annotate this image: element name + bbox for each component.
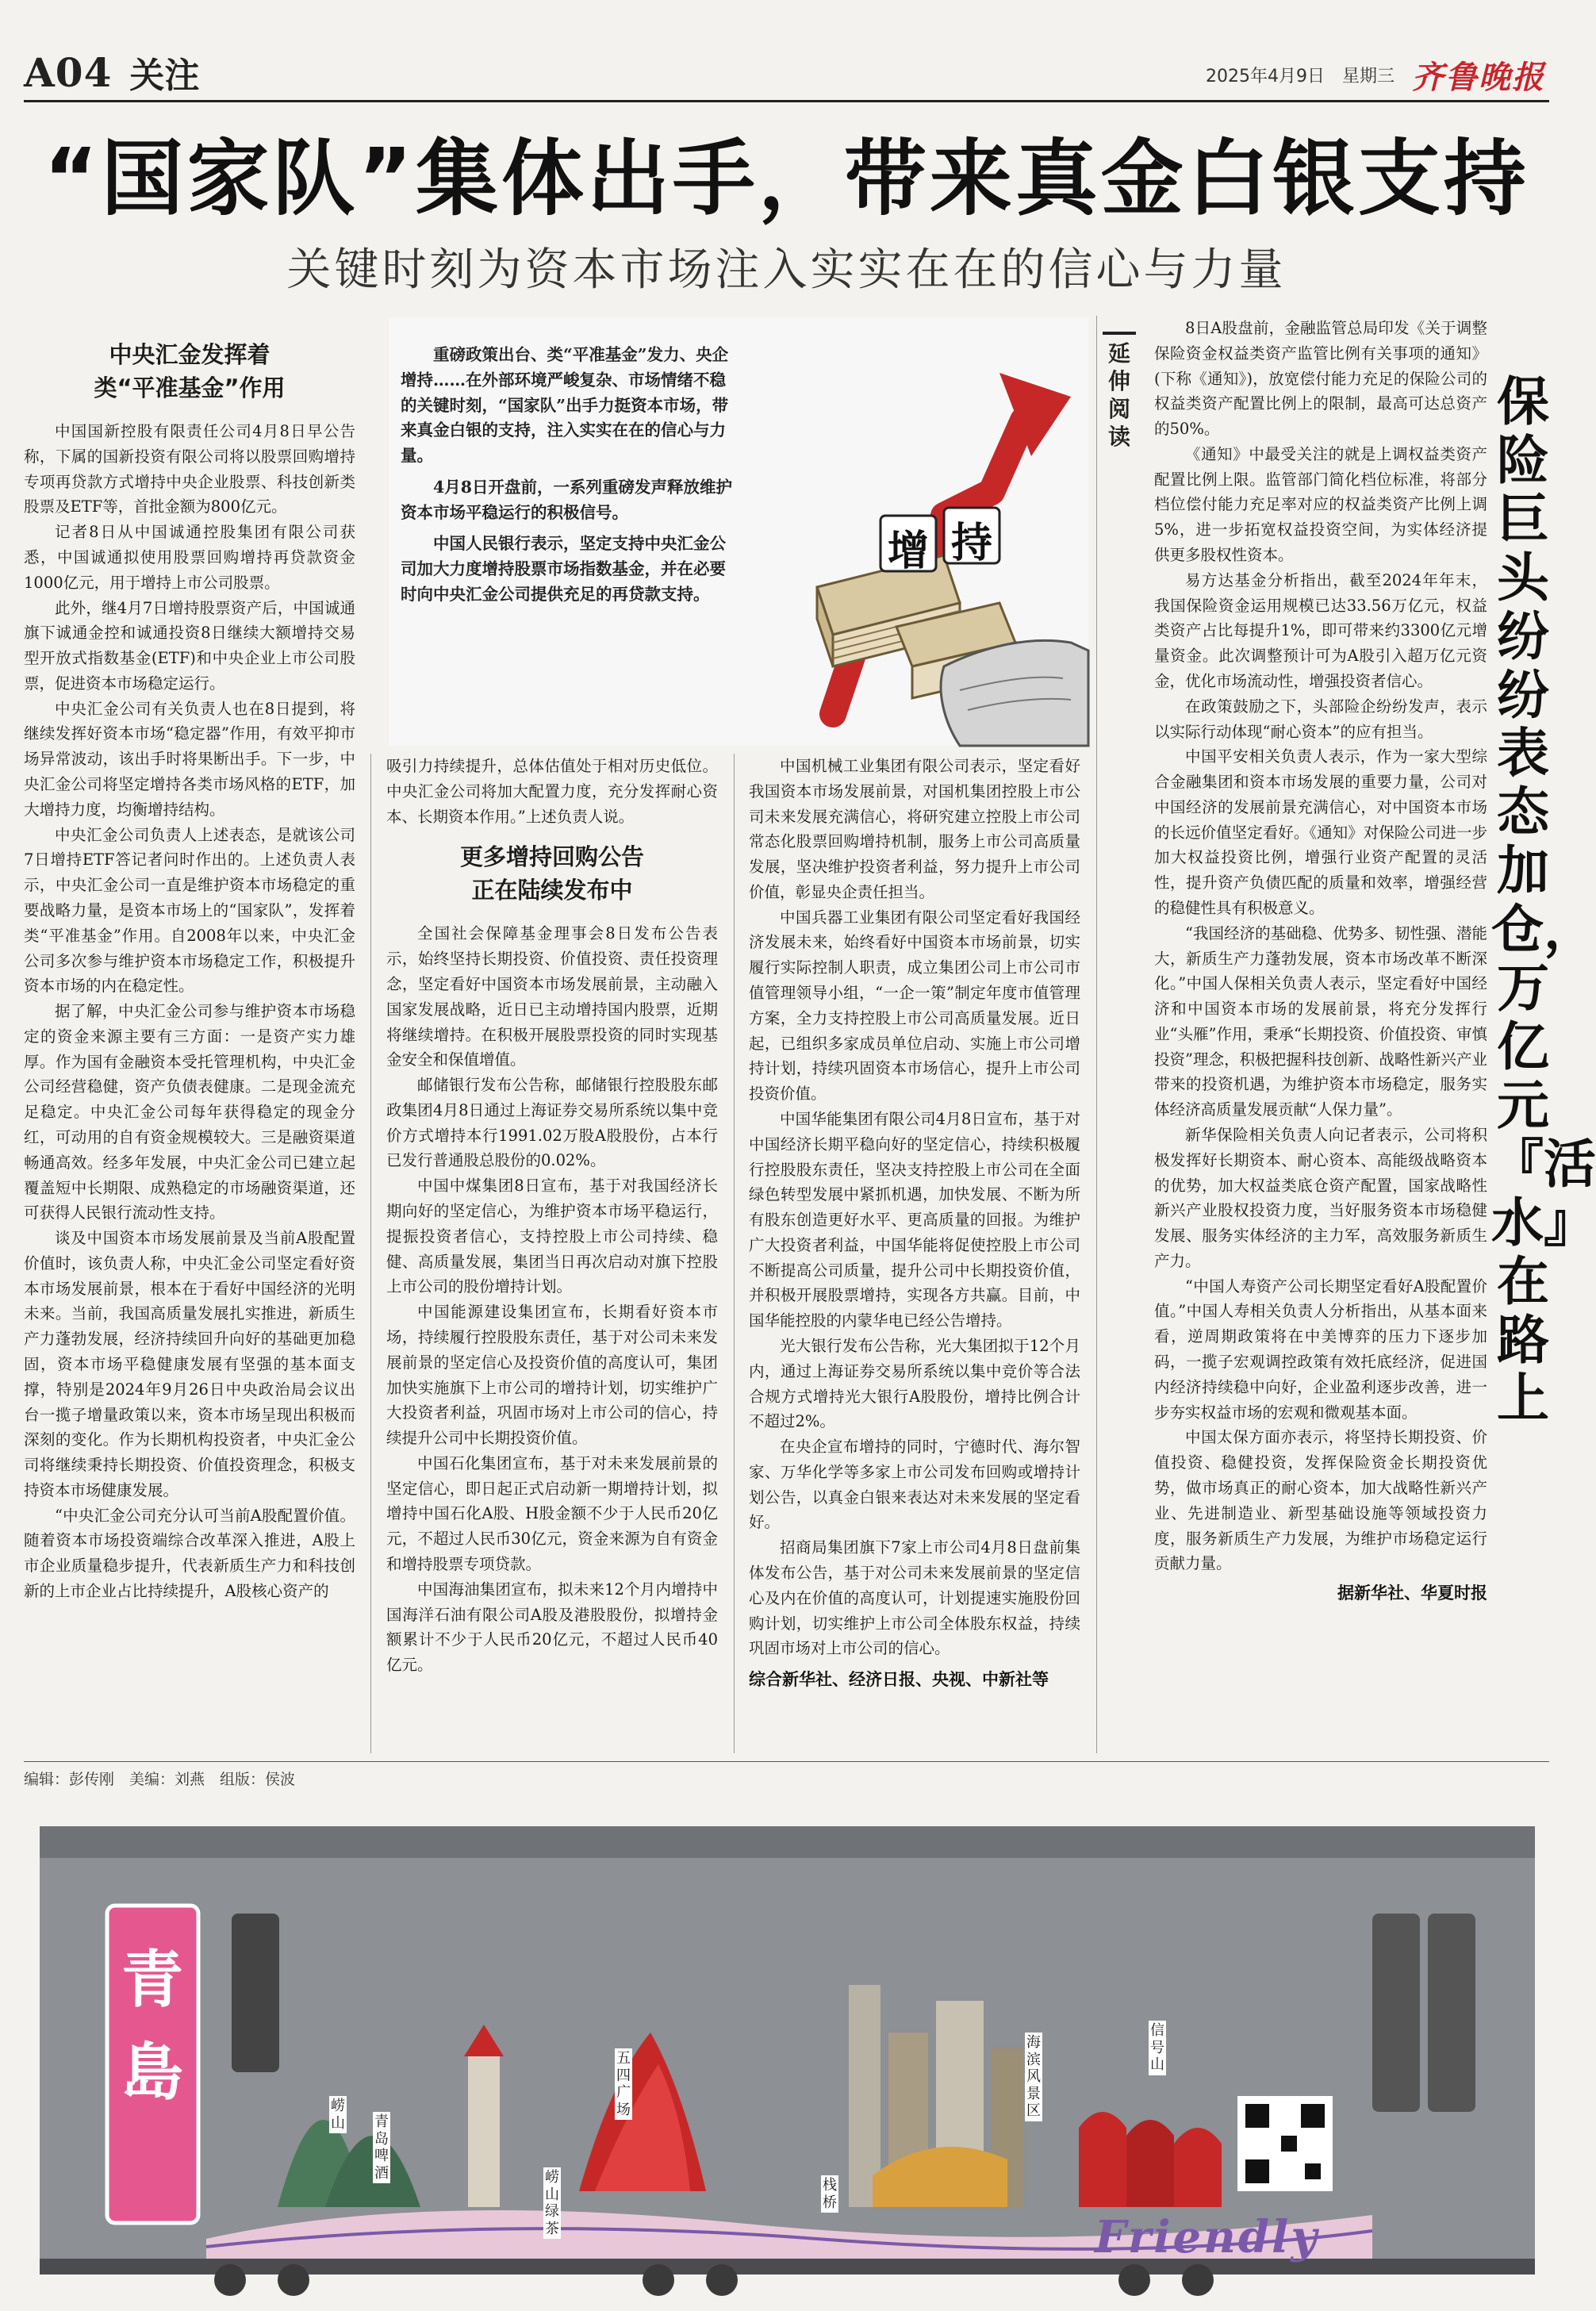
- column-divider: [734, 754, 735, 1753]
- city-name-text: [113, 1933, 192, 2119]
- paragraph: 吸引力持续提升，总体估值处于相对历史低位。中央汇金公司将加大配置力度，充分发挥耐心资本、长期资本作用。”上述负责人说。: [386, 757, 718, 826]
- extended-reading-label: 延伸阅读: [1103, 332, 1136, 451]
- train-door-window: [232, 1914, 279, 2072]
- column-divider: [370, 754, 371, 1753]
- article-column-4: [1154, 316, 1487, 1607]
- column-1-heading-line-1: 中央汇金发挥着: [109, 341, 270, 368]
- paragraph: 中国能源建设集团宣布，长期看好资本市场，持续履行控股股东责任，基于对公司未来发展前景的坚定信心及投资价值的高度认可，集团加快实施旗下上市公司的增持计划，切实维护广大投资者利益，巩固市场对上市公司的信心，持续提升公司中长期投资价值。: [386, 1303, 718, 1448]
- friendly-script-text: Friendly: [1095, 2211, 1319, 2263]
- paragraph: 记者8日从中国诚通控股集团有限公司获悉，中国诚通拟使用股票回购增持再贷款资金1000亿元，用于增持上市公司股票。: [24, 523, 355, 592]
- paragraph: 新华保险相关负责人向记者表示，公司将积极发挥好长期资本、耐心资本、高能级战略资本的优势，加大权益类底仓资产配置，国家战略性新兴产业股权投资力度，当好服务资本市场稳健发展、服务实体经济的主力军，高效服务新质生产力。: [1154, 1126, 1487, 1270]
- page-header-left: [24, 48, 199, 97]
- label-zhanqiao: 栈桥: [821, 2175, 838, 2213]
- column-1-heading: [24, 338, 355, 405]
- label-qingdao-beer: 青岛啤酒: [373, 2112, 390, 2183]
- paragraph: 招商局集团旗下7家上市公司4月8日盘前集体发布公告，基于对公司未来发展前景的坚定信心及内在价值的高度认可，计划提速实施股份回购计划，切实维护上市公司全体股东权益，持续巩固市场对上市公司的信心。: [749, 1538, 1080, 1658]
- label-laoshan-tea: 崂山绿茶: [543, 2167, 561, 2239]
- issue-weekday: 星期三: [1341, 67, 1395, 86]
- column-2-heading-line-1: 更多增持回购公告: [459, 843, 644, 871]
- column-2-heading-line-2: 正在陆续发布中: [471, 877, 633, 904]
- page-number: A04: [24, 48, 113, 96]
- paragraph: “中央汇金公司充分认可当前A股配置价值。随着资本市场投资端综合改革深入推进，A股上市企业质量稳步提升，代表新质生产力和科技创新的上市企业占比持续提升，A股核心资产的: [24, 1506, 355, 1601]
- section-name: 关注: [129, 56, 200, 96]
- xinhao-hill-dome: [1079, 2112, 1126, 2207]
- label-badaguan: 海滨风景区: [1025, 2033, 1042, 2121]
- city-char: 島: [121, 2037, 183, 2109]
- main-headline: “国家队”集体出手，带来真金白银支持: [44, 130, 1529, 227]
- hero-intro-text: [401, 343, 734, 614]
- column-4-source: 据新华社、华夏时报: [1337, 1584, 1487, 1603]
- label-may-fourth-square: 五四广场: [615, 2048, 632, 2120]
- train-illustration: [24, 1795, 1549, 2302]
- footer-rule: [24, 1761, 1549, 1762]
- paragraph: 全国社会保障基金理事会8日发布公告表示，始终坚持长期投资、价值投资、责任投资理念，坚定看好中国资本市场发展前景，主动融入国家发展战略，近日已主动增持国内股票，近期将继续增持。在积极开展股票投资的同时实现基金安全和保值增值。: [386, 924, 718, 1069]
- issue-date: 2025年4月9日: [1206, 67, 1325, 86]
- editor-credits: 编辑：彭传刚 美编：刘燕 组版：侯波: [24, 1771, 296, 1788]
- header-rule: [24, 100, 1549, 102]
- paragraph: 中央汇金公司负责人上述表态，是就该公司7日增持ETF答记者问时作出的。上述负责人表示，中央汇金公司一直是维护资本市场稳定的重要战略力量，是资本市场上的“国家队”，发挥着类“平准基金”作用。自2008年以来，中央汇金公司多次参与维护资本市场稳定工作，积极提升资本市场的内在稳定性。: [24, 825, 355, 996]
- paragraph: 易方达基金分析指出，截至2024年年末，我国保险资金运用规模已达33.56万亿元，权益类资产占比每提升1%，即可带来约3300亿元增量资金。此次调整预计可为A股引入超万亿元资金，优化市场流动性，增强投资者信心。: [1154, 570, 1487, 690]
- paragraph: 此外，继4月7日增持股票资产后，中国诚通旗下诚通金控和诚通投资8日继续大额增持交易型开放式指数基金(ETF)和中央企业上市公司股票，促进资本市场稳定运行。: [24, 598, 355, 693]
- paragraph: 在政策鼓励之下，头部险企纷纷发声，表示以实际行动体现“耐心资本”的应有担当。: [1154, 697, 1487, 741]
- newspaper-logo: 齐鲁晚报: [1412, 59, 1545, 96]
- column-1-body: [24, 419, 355, 1604]
- paragraph: 中国海油集团宣布，拟未来12个月内增持中国海洋石油有限公司A股及港股股份，拟增持金额累计不少于人民币20亿元，不超过人民币40亿元。: [386, 1580, 718, 1675]
- page-header-right: [1206, 52, 1545, 98]
- paragraph: 中国国新控股有限责任公司4月8日早公告称，下属的国新投资有限公司将以股票回购增持专项再贷款方式增持中央企业股票、科技创新类股票及ETF等，首批金额为800亿元。: [24, 422, 355, 516]
- paragraph: 中国石化集团宣布，基于对未来发展前景的坚定信心，即日起正式启动新一期增持计划，拟增持中国石化A股、H股金额不少于人民币20亿元，不超过人民币30亿元，资金来源为自有资金和增持股票专项贷款。: [386, 1453, 718, 1573]
- intro-paragraph: 4月8日开盘前，一系列重磅发声释放维护资本市场平稳运行的积极信号。: [401, 477, 733, 522]
- paragraph: 中央汇金公司有关负责人也在8日提到，将继续发挥好资本市场“稳定器”作用，有效平抑市场异常波动，该出手时将果断出手。下一步，中央汇金公司将坚定增持各类市场风格的ETF，加大增持力度，均衡增持结构。: [24, 699, 355, 819]
- paragraph: “中国人寿资产公司长期坚定看好A股配置价值。”中国人寿相关负责人分析指出，从基本面来看，逆周期政策将在中美博弈的压力下逐步加码，一揽子宏观调控政策有效托底经济，促进国内经济持续稳中向好，企业盈利逐步改善，进一步夯实权益市场的宏观和微观基本面。: [1154, 1276, 1487, 1422]
- label-laoshan: 崂山: [329, 2096, 347, 2133]
- city-char: 青: [121, 1944, 183, 2016]
- intro-paragraph: 中国人民银行表示，坚定支持中央汇金公司加大力度增持股票市场指数基金，并在必要时向中央汇金公司提供充足的再贷款支持。: [401, 534, 726, 604]
- qingdao-train-advertisement: [24, 1795, 1549, 2302]
- sub-headline: 关键时刻为资本市场注入实实在在的信心与力量: [286, 244, 1287, 296]
- paragraph: 中国太保方面亦表示，将坚持长期投资、价值投资、稳健投资，发挥保险资金长期投资优势，做市场真正的耐心资本，加大战略性新兴产业、先进制造业、新型基础设施等领域投资力度，服务新质生产力发展，为维护市场稳定运行贡献力量。: [1154, 1428, 1487, 1573]
- paragraph: 中国平安相关负责人表示，作为一家大型综合金融集团和资本市场发展的重要力量，公司对中国经济的发展前景充满信心，对中国资本市场的长远价值坚定看好。《通知》对保险公司进一步加大权益投资比例，增强行业资产配置的灵活性，提升资产负债匹配的质量和效率，增强经营的稳健性具有积极意义。: [1154, 747, 1487, 917]
- train-door: [1372, 1914, 1420, 2112]
- paragraph: 中国中煤集团8日宣布，基于对我国经济长期向好的坚定信心，为维护资本市场平稳运行，提振投资者信心，支持控股上市公司持续、稳健、高质量发展，集团当日再次启动对旗下控股上市公司的股份增持计划。: [386, 1177, 718, 1296]
- column-2-heading: [386, 840, 718, 907]
- paragraph: 在央企宣布增持的同时，宁德时代、海尔智家、万华化学等多家上市公司发布回购或增持计划公告，以真金白银来表达对未来发展的坚定看好。: [749, 1438, 1080, 1532]
- paragraph: 中国机械工业集团有限公司表示，坚定看好我国资本市场发展前景，对国机集团控股上市公司未来发展充满信心，将研究建立控股上市公司常态化股票回购增持机制，服务上市公司高质量发展，坚决维护投资者利益，努力提升上市公司价值，彰显央企责任担当。: [749, 757, 1080, 901]
- intro-paragraph: 重磅政策出台、类“平准基金”发力、央企增持……在外部环境严峻复杂、市场情绪不稳的关键时刻，“国家队”出手力挺资本市场，带来真金白银的支持，注入实实在在的信心与力量。: [401, 345, 729, 466]
- paragraph: 中国华能集团有限公司4月8日宣布，基于对中国经济长期平稳向好的坚定信心，持续积极履行控股股东责任，坚决支持控股上市公司在全面绿色转型发展中紧抓机遇，加快发展、不断为所有股东创造更好水平、更高质量的回报。为维护广大投资者利益，中国华能将促使控股上市公司不断提高公司质量，提升公司中长期投资价值，并积极开展股票增持，实现各方共赢。目前，中国华能控股的内蒙华电已经公告增持。: [749, 1109, 1080, 1330]
- paragraph: 据了解，中央汇金公司参与维护资本市场稳定的资金来源主要有三方面：一是资产实力雄厚。作为国有金融资本受托管理机构，中央汇金公司经营稳健，资产负债表健康。二是现金流充足稳定。中央汇金公司每年获得稳定的现金分红，可动用的自有资金规模较大。三是融资渠道畅通高效。经多年发展，中央汇金公司已建立起覆盖短中长期限、成熟稳定的市场融资渠道，还可获得人民银行流动性支持。: [24, 1002, 355, 1223]
- label-xinhao-hill: 信号山: [1149, 2021, 1166, 2075]
- column-1-heading-line-2: 类“平准基金”作用: [94, 374, 286, 402]
- paragraph: 谈及中国资本市场发展前景及当前A股配置价值时，该负责人称，中央汇金公司坚定看好资本市场发展前景，根本在于看好中国经济的光明未来。当前，我国高质量发展扎实推进，新质生产力蓬勃发展，经济持续回升向好的基础更加稳固，资本市场平稳健康发展有坚强的基本面支撑，特别是2024年9月26日中央政治局会议出台一揽子增量政策以来，资本市场呈现出积极而深刻的变化。作为长期机构投资者，中央汇金公司将继续秉持长期投资、价值投资理念，积极支持资本市场健康发展。: [24, 1229, 355, 1499]
- column-divider: [1096, 316, 1097, 1753]
- paragraph: 邮储银行发布公告称，邮储银行控股股东邮政集团4月8日通过上海证券交易所系统以集中竞价方式增持本行1991.02万股A股股份，占本行已发行普通股总股份的0.02%。: [386, 1076, 718, 1170]
- sign-char-hold: 持: [950, 520, 992, 567]
- article-column-1: [24, 327, 355, 1604]
- paragraph: 8日A股盘前，金融监管总局印发《关于调整保险资金权益类资产监管比例有关事项的通知》(下称《通知》)，放宽偿付能力充足的保险公司的权益类资产配置比例上的限制，最高可达总资产的50%。: [1154, 319, 1487, 439]
- sidebar-vertical-title: 保险巨头纷纷表态加仓，万亿元『活水』在路上: [1491, 371, 1596, 1430]
- train-roof: [40, 1826, 1535, 1858]
- paragraph: 中国兵器工业集团有限公司坚定看好我国经济发展未来，始终看好中国资本市场前景，切实履行实际控制人职责，成立集团公司上市公司市值管理领导小组，“一企一策”制定年度市值管理方案，全力支持控股上市公司高质量发展。近日起，已组织多家成员单位启动、实施上市公司增持计划，持续巩固资本市场信心，提升上市公司投资价值。: [749, 908, 1080, 1104]
- paragraph: 光大银行发布公告称，光大集团拟于12个月内，通过上海证券交易所系统以集中竞价等合法合规方式增持光大银行A股股份，增持比例合计不超过2%。: [749, 1336, 1080, 1431]
- article-column-3: [749, 754, 1080, 1693]
- paragraph: “我国经济的基础稳、优势多、韧性强、潜能大，新质生产力蓬勃发展，资本市场改革不断深化。”中国人保相关负责人表示，坚定看好中国经济和中国资本市场的发展前景，将充分发挥行业“头雁”作用，秉承“长期投资、价值投资、审慎投资”理念，积极把握科技创新、战略性新兴产业带来的投资机遇，为维护资本市场稳定，服务实体经济高质量发展贡献“人保力量”。: [1154, 923, 1487, 1119]
- article-column-2: [386, 754, 718, 1678]
- sign-char-increase: 增: [887, 528, 929, 575]
- paragraph: 《通知》中最受关注的就是上调权益类资产配置比例上限。监管部门简化档位标准，将部分档位偿付能力充足率对应的权益类资产比例上调5%，进一步拓宽权益投资空间，为实体经济提供更多股权性资本。: [1154, 444, 1487, 565]
- column-3-source: 综合新华社、经济日报、央视、中新社等: [749, 1670, 1049, 1690]
